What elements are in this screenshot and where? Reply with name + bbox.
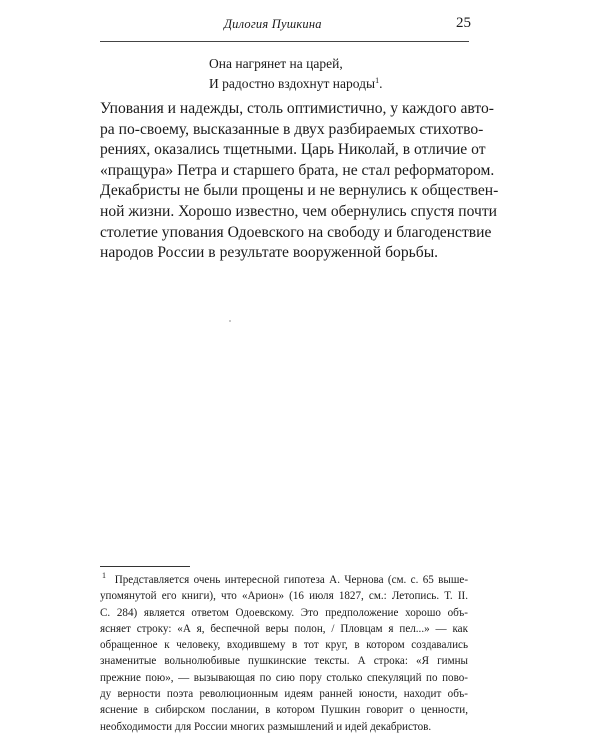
footnote — [100, 572, 468, 735]
footnote-marker: 1 — [102, 571, 106, 580]
footnote-line: обращенное к человеку, входившему в тот круг, в котором создавались — [100, 639, 468, 652]
footnote-line: прежние пою», — вызывающая по сию пору столько спекуляций по пово- — [100, 671, 468, 684]
running-title: Дилогия Пушкина — [224, 17, 322, 31]
body-line: «пращура» Петра и старшего брата, не стал реформатором. — [100, 161, 495, 179]
body-line: столетие упования Одоевского на свободу и благоденствие — [100, 223, 492, 241]
scan-speck — [229, 320, 231, 322]
footnote-line: знаменитые вольнолюбивые пушкинские тексты. А строка: «Я гимны — [100, 655, 468, 668]
body-line: Упования и надежды, столь оптимистично, у каждого авто- — [100, 100, 494, 117]
body-line: народов России в результате вооруженной борьбы. — [100, 244, 439, 262]
body-paragraph — [100, 99, 499, 264]
verse-line: И радостно вздохнут народы$^1$. — [209, 76, 383, 91]
body-line: ра по-своему, высказанные в двух разбираемых стихотво- — [100, 120, 484, 138]
footnote-rule — [100, 566, 190, 567]
body-line: Декабристы не были прощены и не вернулись к обществен- — [100, 182, 499, 200]
header-rule — [100, 41, 469, 42]
verse-quote — [209, 54, 382, 94]
footnote-line: $^1$ Представляется очень интересной гипотеза А. Чернова (см. с. 65 выше- — [102, 571, 469, 586]
footnote-line: упомянутой его книги), что «Арион» (16 июля 1827, см.: Летопись. Т. II. — [100, 590, 468, 603]
footnote-line: ду верности поэта революционным идеям ранней юности, находит объ- — [100, 688, 468, 701]
footnote-line: С. 284) является ответом Одоевскому. Это предположение хорошо объ- — [100, 606, 468, 619]
footnote-line: яснение в сибирском послании, в котором Пушкин говорит о ценности, — [100, 704, 468, 717]
footnote-reference[interactable]: 1 — [375, 76, 380, 85]
body-line: ной жизни. Хорошо известно, чем обернулись спустя почти — [100, 202, 497, 220]
footnote-line: ясняет строку: «А я, беспечной веры полон, / Пловцам я пел...» — как — [100, 622, 468, 635]
footnote-line: необходимости для России многих размышлений и идей декабристов. — [100, 720, 432, 733]
page-number: 25 — [456, 15, 471, 31]
body-line: рениях, оказались тщетными. Царь Николай, в отличие от — [100, 141, 486, 159]
verse-line: Она нагрянет на царей, — [209, 56, 343, 71]
